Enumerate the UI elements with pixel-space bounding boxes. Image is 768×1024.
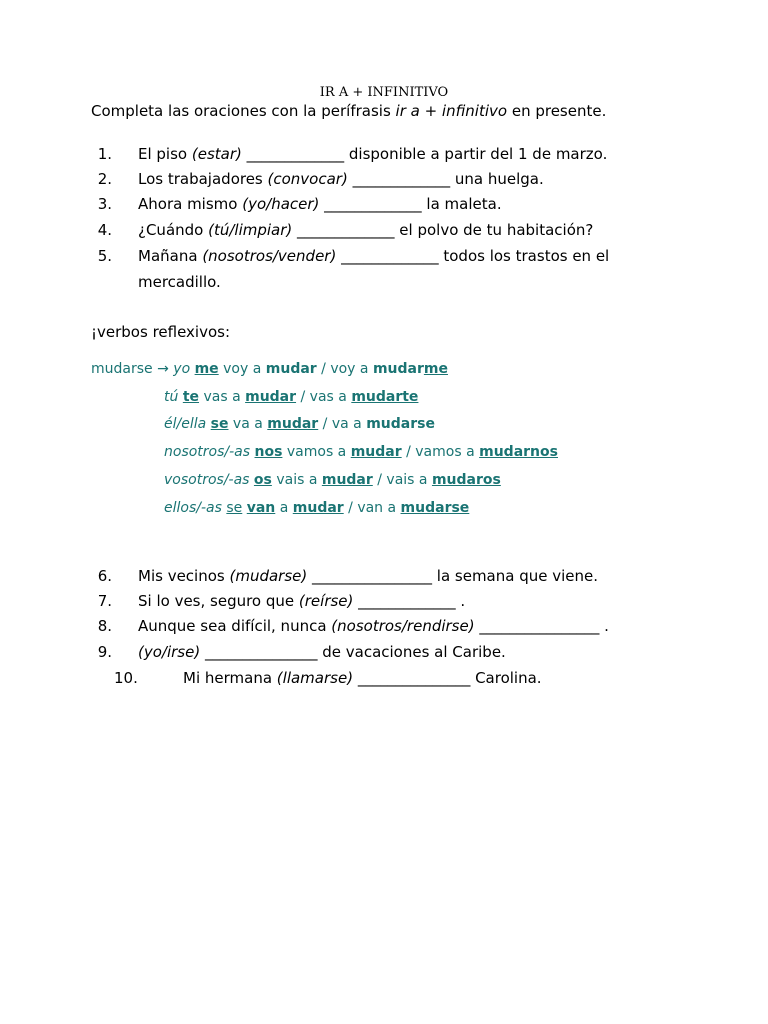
conjugation-row [164, 443, 558, 461]
conj-infinitive: mudar [267, 416, 319, 432]
item-text: Los trabajadores [138, 170, 268, 188]
item-text: ________________ . [474, 617, 609, 635]
item-number: 4. [97, 221, 112, 239]
item-text: _______________ Carolina. [353, 669, 542, 687]
item-text: _____________ el polvo de tu habitación? [292, 221, 594, 239]
conj-text: a [275, 500, 293, 516]
reflexive-heading: ¡verbos reflexivos: [91, 323, 231, 341]
conjugation-row [164, 388, 418, 406]
item-text: Aunque sea difícil, nunca [138, 617, 332, 635]
conj-text: vais a [271, 472, 322, 488]
conj-text: va a [228, 416, 268, 432]
conj-full: mudaros [431, 472, 501, 488]
conj-pronoun: vosotros/-as [164, 472, 250, 488]
conj-pronoun: nosotros/-as [164, 444, 251, 460]
item-number: 6. [97, 567, 112, 585]
conj-text: / vamos a [401, 444, 480, 460]
conjugation-row [164, 499, 469, 517]
conj-full: mudarnos [479, 444, 558, 460]
conj-full: mudarse [366, 416, 435, 432]
item-hint: (nosotros/rendirse) [331, 617, 475, 635]
item-hint: (mudarse) [229, 567, 308, 585]
conj-verb: van [246, 500, 276, 516]
item-text: _____________ todos los trastos en el [336, 247, 610, 265]
item-number: 1. [97, 145, 112, 163]
conj-text: / vais a [372, 472, 432, 488]
item-number: 5. [97, 247, 112, 265]
item-number: 8. [97, 617, 112, 635]
item-text: _______________ de vacaciones al Caribe. [200, 643, 506, 661]
instruction-emphasis: ir a + infinitivo [395, 102, 508, 120]
conj-infinitive: mudar [245, 389, 297, 405]
item-number: 3. [97, 195, 112, 213]
conj-text: voy a [218, 361, 266, 377]
item-text: Mis vecinos [138, 567, 230, 585]
item-text: ________________ la semana que viene. [307, 567, 599, 585]
conj-infinitive: mudar [321, 472, 373, 488]
conj-full: mudarse [400, 500, 470, 516]
item-hint: (nosotros/vender) [202, 247, 337, 265]
item-hint: (reírse) [298, 592, 354, 610]
conj-lead: mudarse → [91, 361, 174, 377]
conj-pronoun: yo [173, 361, 191, 377]
item-hint: (yo/irse) [138, 643, 201, 661]
conj-text: / voy a [316, 361, 373, 377]
item-text: _____________ disponible a partir del 1 de marzo. [241, 145, 608, 163]
conj-text: / van a [343, 500, 401, 516]
conj-reflexive: se [226, 500, 243, 516]
conj-infinitive: mudar [265, 361, 317, 377]
conj-reflexive: nos [254, 444, 283, 460]
conj-stem: mudar [372, 361, 424, 377]
item-hint: (llamarse) [276, 669, 354, 687]
item-text: _____________ . [353, 592, 466, 610]
item-hint: (estar) [191, 145, 242, 163]
conj-pronoun: ellos/-as [164, 500, 222, 516]
conj-text: vas a [199, 389, 246, 405]
item-number: 10. [114, 669, 138, 687]
item-text: Mi hermana [183, 669, 277, 687]
conj-infinitive: mudar [350, 444, 402, 460]
item-hint: (convocar) [267, 170, 348, 188]
conj-reflexive: se [210, 416, 229, 432]
item-hint: (tú/limpiar) [208, 221, 293, 239]
conj-reflexive: me [194, 361, 219, 377]
item-text: Ahora mismo [138, 195, 243, 213]
item-number: 7. [97, 592, 112, 610]
conj-pronoun: tú [164, 389, 179, 405]
item-text: _____________ la maleta. [319, 195, 502, 213]
instruction-text-end: en presente. [507, 102, 607, 120]
item-number: 9. [97, 643, 112, 661]
page-title: IR A + INFINITIVO [319, 85, 449, 100]
conj-suffix: me [423, 361, 448, 377]
item-text: Mañana [138, 247, 203, 265]
item-text: Si lo ves, seguro que [138, 592, 299, 610]
item-number: 2. [97, 170, 112, 188]
item-continuation: mercadillo. [138, 273, 221, 291]
item-text: ¿Cuándo [138, 221, 209, 239]
instruction-text: Completa las oraciones con la perífrasis [91, 102, 396, 120]
conjugation-row [164, 415, 435, 433]
conj-pronoun: él/ella [164, 416, 207, 432]
item-hint: (yo/hacer) [242, 195, 320, 213]
conj-text: vamos a [282, 444, 351, 460]
conj-reflexive: te [182, 389, 200, 405]
conj-text: / vas a [296, 389, 352, 405]
conj-full: mudarte [351, 389, 419, 405]
conjugation-row [164, 471, 501, 489]
conj-infinitive: mudar [292, 500, 344, 516]
item-text: El piso [138, 145, 192, 163]
conjugation-row [91, 360, 448, 378]
conj-reflexive: os [253, 472, 272, 488]
item-text: _____________ una huelga. [347, 170, 544, 188]
instruction [91, 101, 606, 121]
conj-text: / va a [318, 416, 367, 432]
